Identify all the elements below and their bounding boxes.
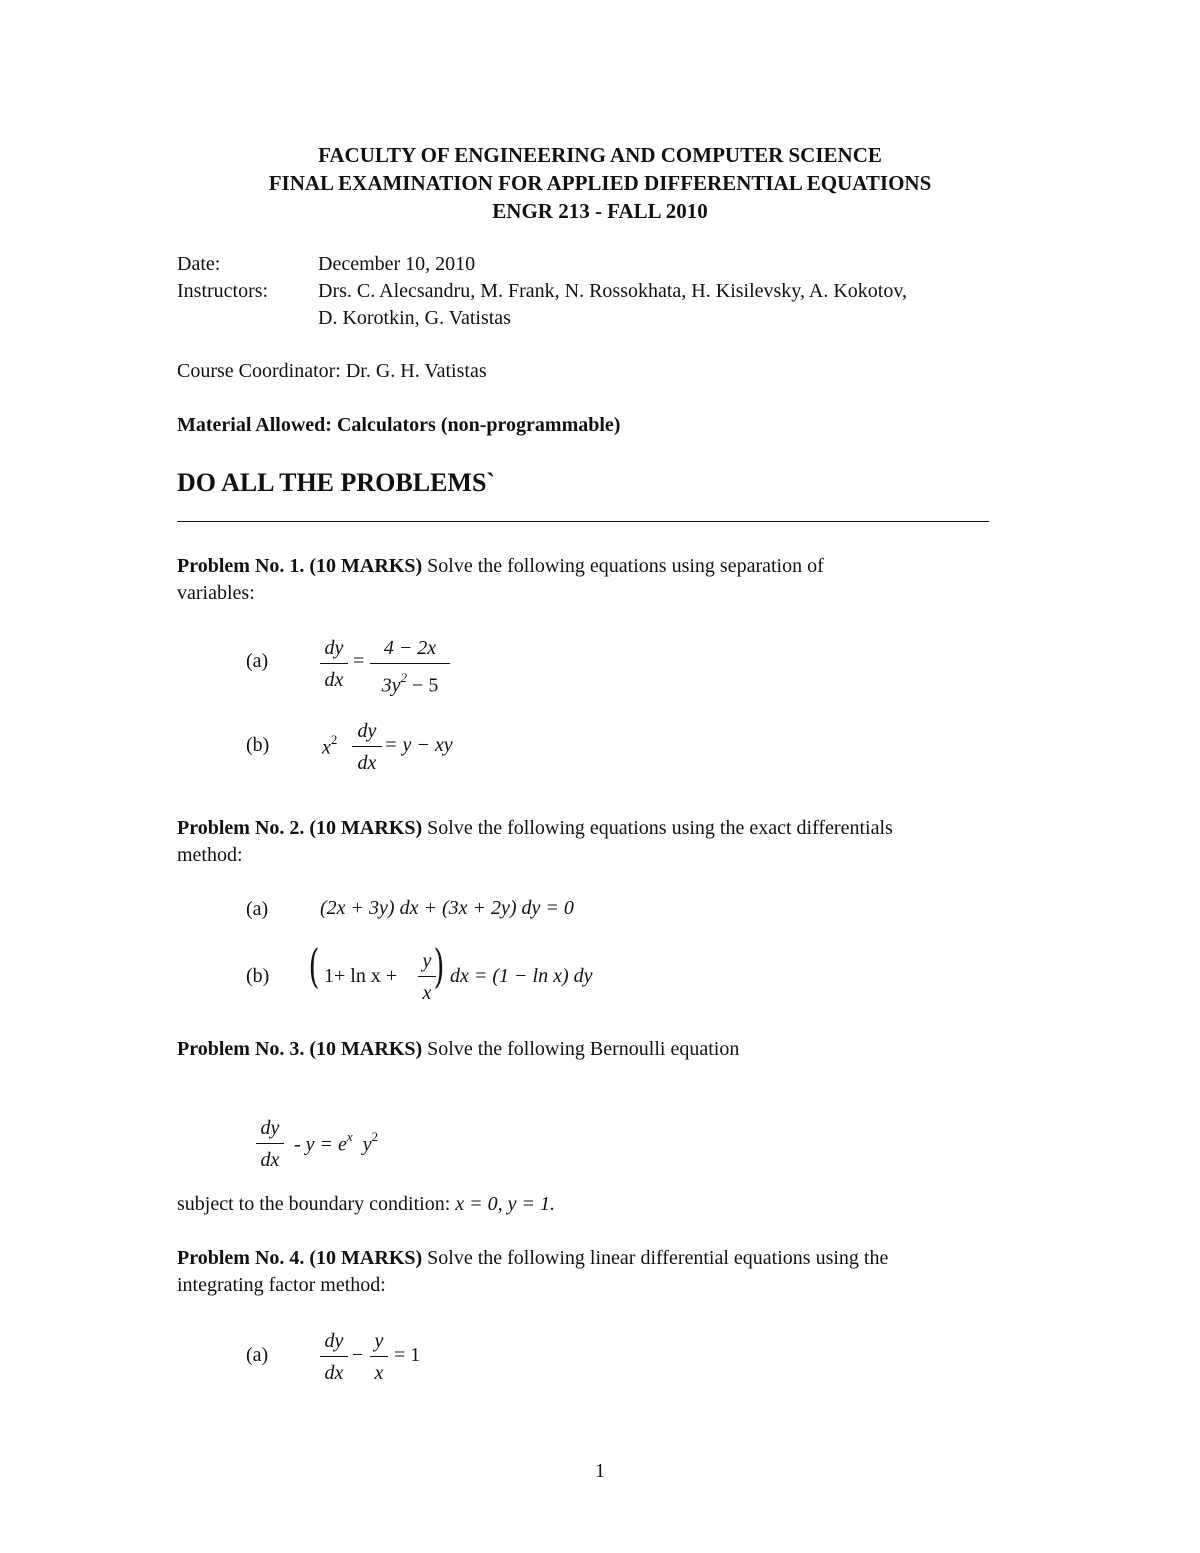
course-coordinator: Course Coordinator: Dr. G. H. Vatistas — [177, 360, 487, 382]
date-value: December 10, 2010 — [318, 253, 476, 275]
problem-2-heading: Problem No. 2. (10 MARKS) Solve the following equations using the exact differentials — [177, 817, 893, 839]
header-line-1: FACULTY OF ENGINEERING AND COMPUTER SCIENCE — [318, 143, 882, 167]
date-label: Date: — [177, 253, 221, 275]
instructors-label: Instructors: — [177, 280, 269, 302]
instructors-line-2: D. Korotkin, G. Vatistas — [318, 307, 511, 329]
header-line-3: ENGR 213 - FALL 2010 — [492, 199, 708, 223]
divider-rule — [177, 521, 989, 522]
problem-1a-equals: = — [353, 650, 365, 672]
problem-2b-label: (b) — [246, 965, 270, 987]
problem-1b-fraction: dy dx — [352, 718, 382, 776]
problem-2b-fraction: y x — [418, 948, 436, 1006]
problem-3-condition: subject to the boundary condition: x = 0, y = 1. — [177, 1193, 556, 1215]
problem-4a-fraction-2: y x — [370, 1328, 388, 1386]
problem-2b-right-paren: ) — [433, 939, 445, 993]
problem-1a-lhs-fraction: dy dx — [320, 635, 348, 693]
problem-1-text-cont: variables: — [177, 582, 255, 604]
problem-1a-rhs-fraction: 4 − 2x $3y^2 - 5$ — [370, 635, 450, 699]
problem-4-heading: Problem No. 4. (10 MARKS) Solve the following linear differential equations using the — [177, 1247, 889, 1269]
problem-4a-rhs: = 1 — [394, 1344, 421, 1366]
problem-1a-label: (a) — [246, 650, 269, 672]
problem-2b-left-paren: ( — [308, 939, 320, 993]
problem-2a-label: (a) — [246, 898, 269, 920]
problem-2-text-cont: method: — [177, 844, 243, 866]
page-number: 1 — [595, 1460, 605, 1482]
problem-1b-x: $x^2$ — [322, 732, 338, 759]
problem-3-fraction: dy dx — [256, 1115, 284, 1173]
problem-2b-inner: 1+ ln x + — [324, 965, 398, 987]
instructors-line-1: Drs. C. Alecsandru, M. Frank, N. Rossokhata, H. Kisilevsky, A. Kokotov, — [318, 280, 908, 302]
problem-3-rhs: - $y = e^x$ $y^2$ — [294, 1129, 379, 1156]
instruction-heading: DO ALL THE PROBLEMS` — [177, 468, 496, 497]
problem-4-text-cont: integrating factor method: — [177, 1274, 386, 1296]
problem-4a-fraction-1: dy dx — [320, 1328, 348, 1386]
problem-2a-expression: (2x + 3y) dx + (3x + 2y) dy = 0 — [320, 897, 574, 919]
problem-2b-rhs: dx = (1 − ln x) dy — [450, 965, 593, 987]
problem-3-heading: Problem No. 3. (10 MARKS) Solve the following Bernoulli equation — [177, 1038, 740, 1060]
problem-1b-rhs: = y − xy — [384, 734, 453, 756]
problem-1b-label: (b) — [246, 734, 270, 756]
header-line-2: FINAL EXAMINATION FOR APPLIED DIFFERENTIAL EQUATIONS — [268, 171, 932, 195]
problem-4a-minus: − — [352, 1344, 364, 1366]
material-allowed: Material Allowed: Calculators (non-programmable) — [177, 414, 621, 436]
problem-1-heading: Problem No. 1. (10 MARKS) Solve the following equations using separation of — [177, 555, 824, 577]
problem-4a-label: (a) — [246, 1344, 269, 1366]
